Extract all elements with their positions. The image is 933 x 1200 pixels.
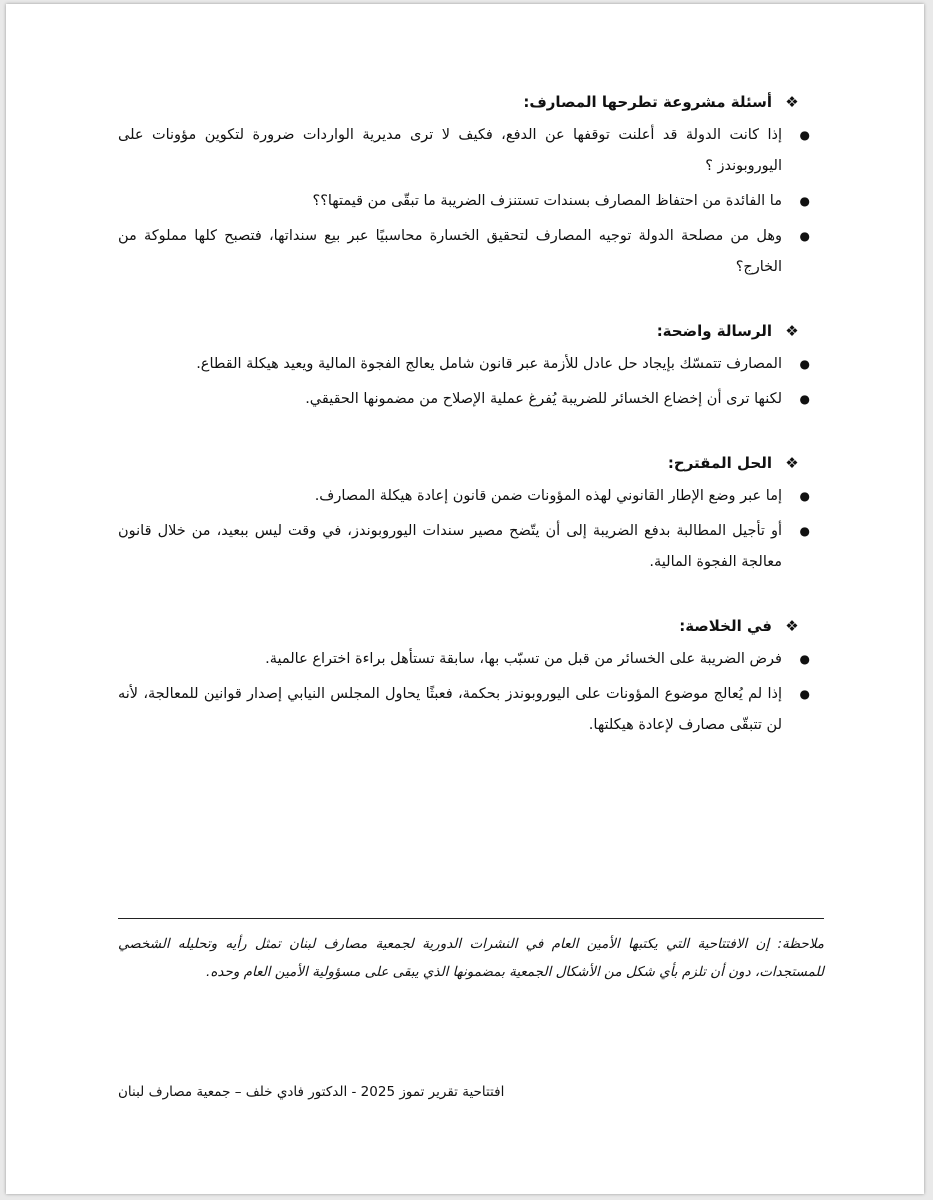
- section-conclusion: [118, 614, 810, 741]
- bullet-list: [118, 481, 810, 578]
- list-item: [118, 186, 810, 217]
- document-body: [118, 90, 810, 777]
- page-footer: افتتاحية تقرير تموز 2025 - الدكتور فادي خلف – جمعية مصارف لبنان: [118, 1084, 505, 1100]
- bullet-list: [118, 349, 810, 415]
- list-item-text: فرض الضريبة على الخسائر من قبل من تسبّب بها، سابقة تستأهل براءة اختراع عالمية.: [265, 651, 782, 667]
- note-divider: [118, 918, 824, 919]
- bullet-icon: ●: [799, 229, 810, 243]
- bullet-list: [118, 644, 810, 741]
- section-proposed-solution: [118, 451, 810, 578]
- bullet-icon: ●: [799, 489, 810, 503]
- section-heading-text: الحل المقترح:: [667, 454, 772, 472]
- list-item-text: إذا كانت الدولة قد أعلنت توقفها عن الدفع، فكيف لا ترى مديرية الواردات ضرورة لتكوين مؤونات على اليوروبوندز ؟: [118, 127, 782, 174]
- list-item: [118, 481, 810, 512]
- section-heading-text: الرسالة واضحة:: [656, 322, 772, 340]
- list-item: [118, 120, 810, 182]
- list-item: [118, 221, 810, 283]
- bullet-icon: ●: [799, 652, 810, 666]
- list-item-text: المصارف تتمسّك بإيجاد حل عادل للأزمة عبر قانون شامل يعالج الفجوة المالية ويعيد هيكلة القطاع.: [196, 356, 782, 372]
- diamond-star-icon: ❖: [785, 93, 799, 111]
- document-page: [6, 4, 924, 1194]
- list-item: [118, 516, 810, 578]
- list-item: [118, 644, 810, 675]
- section-heading: [136, 451, 800, 475]
- bullet-icon: ●: [799, 392, 810, 406]
- section-legitimate-questions: [118, 90, 810, 283]
- list-item-text: أو تأجيل المطالبة بدفع الضريبة إلى أن يتّضح مصير سندات اليوروبوندز، في وقت ليس ببعيد، من خلال قانون معالجة الفجوة المالية.: [118, 523, 782, 570]
- list-item-text: إما عبر وضع الإطار القانوني لهذه المؤونات ضمن قانون إعادة هيكلة المصارف.: [314, 488, 782, 504]
- bullet-icon: ●: [799, 128, 810, 142]
- section-heading-text: في الخلاصة:: [679, 617, 772, 635]
- diamond-star-icon: ❖: [785, 322, 799, 340]
- list-item-text: ما الفائدة من احتفاظ المصارف بسندات تستنزف الضريبة ما تبقّى من قيمتها؟؟: [312, 193, 782, 209]
- diamond-star-icon: ❖: [785, 454, 799, 472]
- bullet-icon: ●: [799, 357, 810, 371]
- bullet-icon: ●: [799, 194, 810, 208]
- list-item-text: وهل من مصلحة الدولة توجيه المصارف لتحقيق الخسارة محاسبيًا عبر بيع سنداتها، فتصبح كلها مملوكة من الخارج؟: [118, 228, 782, 275]
- disclaimer-note: ملاحظة: إن الافتتاحية التي يكتبها الأمين العام في النشرات الدورية لجمعية مصارف لبنان تمثل رأيه وتحليله الشخصي للمستجدات، دون أن تلزم بأي شكل من الأشكال الجمعية بمضمونها الذي يبقى على مسؤولية الأمين العام وحده.: [118, 936, 824, 980]
- list-item-text: إذا لم يُعالج موضوع المؤونات على اليوروبوندز بحكمة، فعبثًا يحاول المجلس النيابي إصدار قوانين للمعالجة، لأنه لن تتبقّى مصارف لإعادة هيكلتها.: [118, 686, 782, 733]
- section-heading: [136, 614, 800, 638]
- list-item-text: لكنها ترى أن إخضاع الخسائر للضريبة يُفرغ عملية الإصلاح من مضمونها الحقيقي.: [305, 391, 782, 407]
- bullet-list: [118, 120, 810, 283]
- list-item: [118, 679, 810, 741]
- bullet-icon: ●: [799, 687, 810, 701]
- section-heading-text: أسئلة مشروعة تطرحها المصارف:: [523, 93, 772, 111]
- diamond-star-icon: ❖: [785, 617, 799, 635]
- list-item: [118, 349, 810, 380]
- section-clear-message: [118, 319, 810, 415]
- section-heading: [136, 319, 800, 343]
- section-heading: [136, 90, 800, 114]
- list-item: [118, 384, 810, 415]
- bullet-icon: ●: [799, 524, 810, 538]
